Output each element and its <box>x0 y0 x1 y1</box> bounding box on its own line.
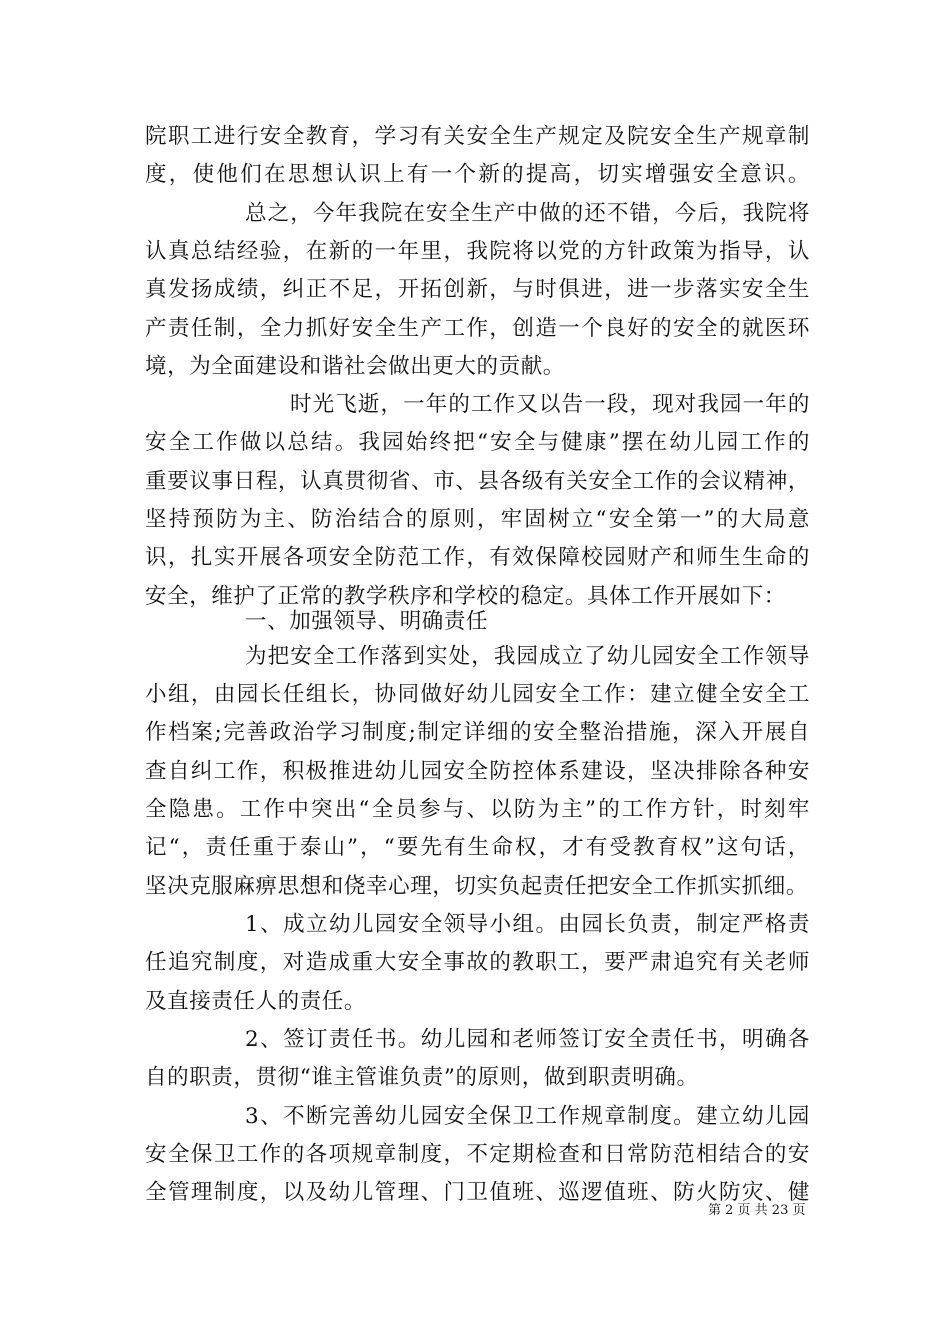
text-line-6: 产责任制，全力抓好安全生产工作，创造一个良好的安全的就医环 <box>145 316 810 341</box>
section-heading-1: 一、加强领导、明确责任 <box>245 609 489 634</box>
text-line-20: 记“，责任重于泰山”，“要先有生命权，才有受教育权”这句话， <box>145 835 810 860</box>
text-line-21: 坚决克服麻痹思想和侥幸心理，切实负起责任把安全工作抓实抓细。 <box>145 874 809 899</box>
text-line-18: 查自纠工作，积极推进幼儿园安全防控体系建设，坚决排除各种安 <box>145 759 810 784</box>
text-line-9: 安全工作做以总结。我园始终把“安全与健康”摆在幼儿园工作的 <box>145 430 810 455</box>
text-line-25: 2、签订责任书。幼儿园和老师签订安全责任书，明确各 <box>245 1027 810 1052</box>
text-line-16: 小组，由园长任组长，协同做好幼儿园安全工作：建立健全安全工 <box>145 682 810 707</box>
text-line-3: 总之，今年我院在安全生产中做的还不错，今后，我院将 <box>245 201 810 226</box>
text-line-22: 1、成立幼儿园安全领导小组。由园长负责，制定严格责 <box>245 912 810 937</box>
text-line-23: 任追究制度，对造成重大安全事故的教职工，要严肃追究有关老师 <box>145 950 810 975</box>
text-line-28: 安全保卫工作的各项规章制度，不定期检查和日常防范相结合的安 <box>145 1142 810 1167</box>
text-line-1: 院职工进行安全教育，学习有关安全生产规定及院安全生产规章制 <box>145 124 810 149</box>
text-line-11: 坚持预防为主、防治结合的原则，牢固树立“安全第一”的大局意 <box>145 507 810 532</box>
text-line-24: 及直接责任人的责任。 <box>145 989 367 1014</box>
text-line-10: 重要议事日程，认真贯彻省、市、县各级有关安全工作的会议精神， <box>145 469 810 494</box>
text-line-19: 全隐患。工作中突出“全员参与、以防为主”的工作方针，时刻牢 <box>145 797 810 822</box>
text-line-29: 全管理制度，以及幼儿管理、门卫值班、巡逻值班、防火防灾、健 <box>145 1180 810 1205</box>
text-line-17: 作档案;完善政治学习制度;制定详细的安全整治措施，深入开展自 <box>145 720 810 745</box>
text-line-13: 安全，维护了正常的教学秩序和学校的稳定。具体工作开展如下： <box>145 584 786 609</box>
text-line-12: 识，扎实开展各项安全防范工作，有效保障校园财产和师生生命的 <box>145 545 810 570</box>
text-line-15: 为把安全工作落到实处，我园成立了幼儿园安全工作领导 <box>245 644 810 669</box>
text-line-27: 3、不断完善幼儿园安全保卫工作规章制度。建立幼儿园 <box>245 1104 810 1129</box>
text-line-4: 认真总结经验，在新的一年里，我院将以党的方针政策为指导，认 <box>145 239 810 264</box>
text-line-5: 真发扬成绩，纠正不足，开拓创新，与时俱进，进一步落实安全生 <box>145 277 810 302</box>
page-number-footer: 第 2 页 共 23 页 <box>708 1203 806 1218</box>
text-line-8: 时光飞逝，一年的工作又以告一段，现对我园一年的 <box>290 392 810 417</box>
text-line-7: 境，为全面建设和谐社会做出更大的贡献。 <box>145 354 565 379</box>
text-line-2: 度，使他们在思想认识上有一个新的提高，切实增强安全意识。 <box>145 162 810 187</box>
text-line-26: 自的职责，贯彻“谁主管谁负责”的原则，做到职责明确。 <box>145 1065 699 1090</box>
